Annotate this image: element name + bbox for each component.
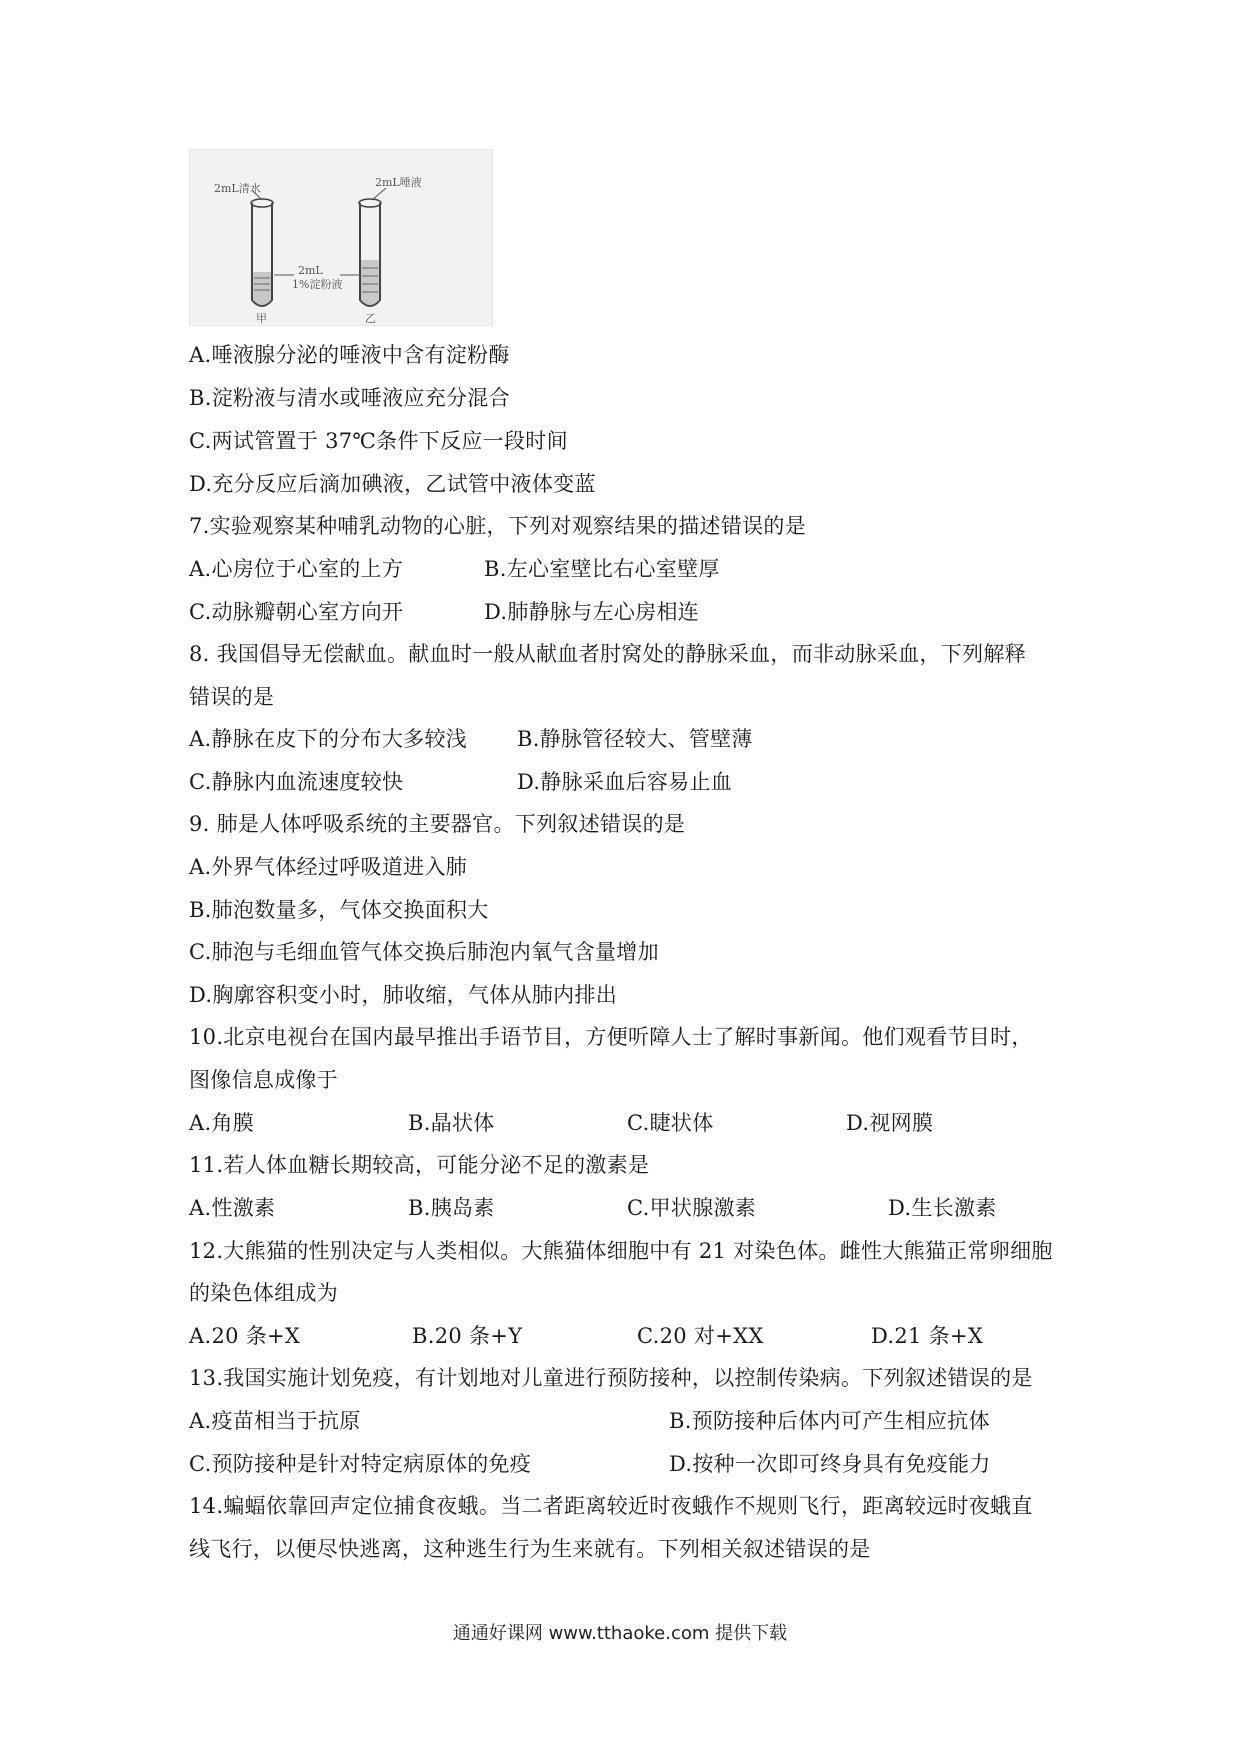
q12-option-b: B.20 条+Y (412, 1324, 523, 1348)
q7-stem: 7.实验观察某种哺乳动物的心脏，下列对观察结果的描述错误的是 (189, 514, 807, 538)
q14-stem-line2: 线飞行，以便尽快逃离，这种逃生行为生来就有。下列相关叙述错误的是 (189, 1537, 871, 1561)
q13-option-b: B.预防接种后体内可产生相应抗体 (669, 1409, 990, 1433)
q6-option-b: B.淀粉液与清水或唾液应充分混合 (189, 386, 510, 410)
q7-option-c: C.动脉瓣朝心室方向开 (189, 600, 404, 624)
q10-option-b: B.晶状体 (408, 1111, 495, 1135)
test-tube-diagram (190, 150, 492, 325)
q7-option-b: B.左心室壁比右心室壁厚 (484, 557, 720, 581)
figure-label-saliva: 2mL唾液 (375, 176, 422, 189)
q11-option-c: C.甲状腺激素 (627, 1196, 757, 1220)
q14-stem-line1: 14.蝙蝠依靠回声定位捕食夜蛾。当二者距离较近时夜蛾作不规则飞行，距离较远时夜蛾直 (189, 1494, 1033, 1518)
q6-option-d: D.充分反应后滴加碘液，乙试管中液体变蓝 (189, 472, 596, 496)
q10-option-d: D.视网膜 (846, 1111, 934, 1135)
q9-stem: 9. 肺是人体呼吸系统的主要器官。下列叙述错误的是 (189, 812, 686, 836)
figure-label-tube-a: 甲 (256, 312, 267, 325)
q11-option-b: B.胰岛素 (408, 1196, 495, 1220)
q10-stem-line2: 图像信息成像于 (189, 1068, 339, 1092)
q11-option-a: A.性激素 (189, 1196, 276, 1220)
q8-option-d: D.静脉采血后容易止血 (517, 770, 733, 794)
q8-option-c: C.静脉内血流速度较快 (189, 770, 404, 794)
q13-stem: 13.我国实施计划免疫，有计划地对儿童进行预防接种，以控制传染病。下列叙述错误的是 (189, 1366, 1033, 1390)
q10-option-a: A.角膜 (189, 1111, 255, 1135)
q7-option-d: D.肺静脉与左心房相连 (484, 600, 700, 624)
q11-option-d: D.生长激素 (888, 1196, 997, 1220)
q12-option-c: C.20 对+XX (637, 1324, 764, 1348)
figure-label-starch: 1%淀粉液 (292, 278, 343, 291)
q8-stem-line2: 错误的是 (189, 685, 275, 709)
q13-option-a: A.疫苗相当于抗原 (189, 1409, 361, 1433)
q9-option-d: D.胸廓容积变小时，肺收缩，气体从肺内排出 (189, 983, 618, 1007)
q9-option-a: A.外界气体经过呼吸道进入肺 (189, 855, 468, 879)
q12-stem-line1: 12.大熊猫的性别决定与人类相似。大熊猫体细胞中有 21 对染色体。雌性大熊猫正常卵细胞 (189, 1239, 1053, 1263)
q13-option-c: C.预防接种是针对特定病原体的免疫 (189, 1452, 532, 1476)
figure-label-water: 2mL清水 (214, 182, 261, 195)
q8-option-b: B.静脉管径较大、管壁薄 (517, 727, 753, 751)
page-footer: 通通好课网 www.tthaoke.com 提供下载 (452, 1623, 788, 1644)
figure-label-volume: 2mL (298, 264, 323, 277)
q8-option-a: A.静脉在皮下的分布大多较浅 (189, 727, 468, 751)
q12-stem-line2: 的染色体组成为 (189, 1281, 339, 1305)
q12-option-a: A.20 条+X (189, 1324, 301, 1348)
q9-option-b: B.肺泡数量多，气体交换面积大 (189, 898, 489, 922)
figure-label-tube-b: 乙 (365, 312, 376, 325)
q9-option-c: C.肺泡与毛细血管气体交换后肺泡内氧气含量增加 (189, 940, 659, 964)
q10-stem-line1: 10.北京电视台在国内最早推出手语节目，方便听障人士了解时事新闻。他们观看节目时， (189, 1025, 1033, 1049)
q6-option-a: A.唾液腺分泌的唾液中含有淀粉酶 (189, 343, 510, 367)
q10-option-c: C.睫状体 (627, 1111, 714, 1135)
q7-option-a: A.心房位于心室的上方 (189, 557, 404, 581)
q11-stem: 11.若人体血糖长期较高，可能分泌不足的激素是 (189, 1153, 650, 1177)
q8-stem-line1: 8. 我国倡导无偿献血。献血时一般从献血者肘窝处的静脉采血，而非动脉采血，下列解释 (189, 642, 1027, 666)
test-tube-figure (189, 149, 493, 326)
q12-option-d: D.21 条+X (871, 1324, 984, 1348)
q6-option-c: C.两试管置于 37℃条件下反应一段时间 (189, 429, 568, 453)
q13-option-d: D.按种一次即可终身具有免疫能力 (669, 1452, 991, 1476)
